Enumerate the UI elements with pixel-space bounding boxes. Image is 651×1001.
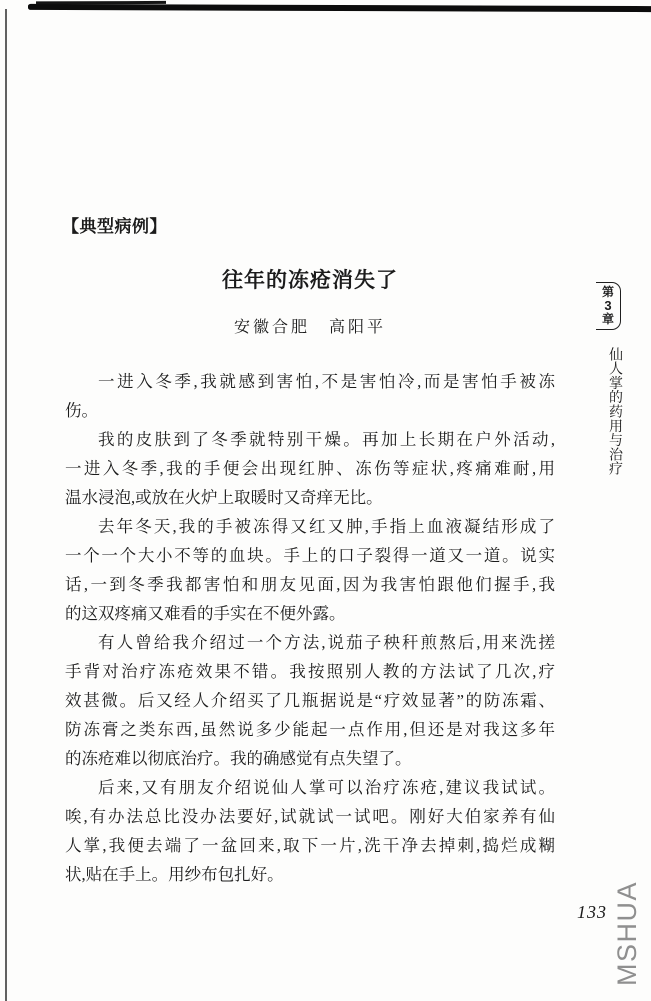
paragraph xyxy=(65,425,555,512)
paragraph xyxy=(65,367,555,425)
text-line: 状,贴在手上。用纱布包扎好。 xyxy=(65,865,284,884)
text-line: 一进入冬季,我就感到害怕,不是害怕冷,而是害怕手被冻 xyxy=(98,372,555,391)
chapter-number-box xyxy=(596,282,621,330)
text-line: 伤。 xyxy=(65,401,98,420)
text-line: 温水浸泡,或放在火炉上取暖时又奇痒无比。 xyxy=(65,488,383,507)
scan-edge-artifact-top xyxy=(28,4,651,12)
text-line: 效甚微。后又经人介绍买了几瓶据说是“疗效显著”的防冻霜、 xyxy=(65,691,555,710)
byline: 安徽合肥 高阳平 xyxy=(233,319,386,336)
text-line: 的冻疮难以彻底治疗。我的确感觉有点失望了。 xyxy=(65,749,412,768)
page-number: 133 xyxy=(577,902,607,922)
watermark: MSHUA xyxy=(612,880,642,986)
text-line: 一个一个大小不等的血块。手上的口子裂得一道又一道。说实 xyxy=(65,546,555,565)
chapter-number: 3 xyxy=(604,298,612,314)
chapter-prefix: 第 xyxy=(601,284,614,299)
text-line: 人掌,我便去端了一盆回来,取下一片,洗干净去掉刺,捣烂成糊 xyxy=(65,836,555,855)
text-line: 防冻膏之类东西,虽然说多少能起一点作用,但还是对我这多年 xyxy=(65,720,555,739)
text-line: 我的皮肤到了冬季就特别干燥。再加上长期在户外活动, xyxy=(98,430,555,449)
text-line: 手背对治疗冻疮效果不错。我按照别人教的方法试了几次,疗 xyxy=(65,662,555,681)
text-line: 一进入冬季,我的手便会出现红肿、冻伤等症状,疼痛难耐,用 xyxy=(65,459,556,478)
scan-edge-artifact-left xyxy=(5,9,7,1001)
text-line: 唉,有办法总比没办法要好,试就试一试吧。刚好大伯家养有仙 xyxy=(65,807,555,826)
text-line: 后来,又有朋友介绍说仙人掌可以治疗冻疮,建议我试试。 xyxy=(98,778,555,797)
article-body xyxy=(65,367,555,889)
paragraph xyxy=(65,512,555,628)
paragraph xyxy=(65,628,555,773)
section-heading: 【典型病例】 xyxy=(62,217,167,236)
text-line: 的这双疼痛又难看的手实在不便外露。 xyxy=(65,604,346,623)
chapter-title: 仙人掌的药用与治疗 xyxy=(607,347,622,476)
chapter-suffix: 章 xyxy=(601,311,614,326)
text-line: 去年冬天,我的手被冻得又红又肿,手指上血液凝结形成了 xyxy=(98,517,555,536)
article-title: 往年的冻疮消失了 xyxy=(222,268,398,292)
text-line: 话,一到冬季我都害怕和朋友见面,因为我害怕跟他们握手,我 xyxy=(65,575,555,594)
paragraph xyxy=(65,773,555,889)
text-line: 有人曾给我介绍过一个方法,说茄子秧秆煎熬后,用来洗搓 xyxy=(98,633,555,652)
